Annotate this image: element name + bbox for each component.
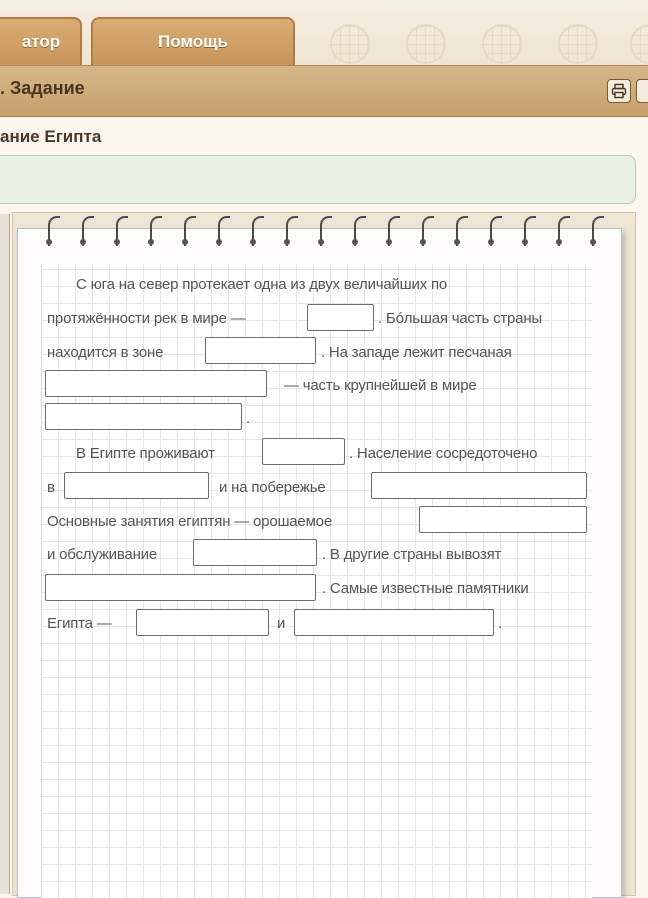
- service-input[interactable]: [193, 539, 317, 566]
- text-line: С юга на север протекает одна из двух величайших по: [76, 276, 448, 293]
- text-line: и на побережье: [219, 479, 326, 496]
- exercise-title: ание Египта: [0, 127, 102, 146]
- text-line: . Бóльшая часть страны: [378, 310, 542, 327]
- spiral-ring-icon: [116, 216, 128, 246]
- desert-input[interactable]: [45, 370, 267, 397]
- occupation-input[interactable]: [419, 506, 587, 533]
- population-input[interactable]: [262, 438, 345, 465]
- spiral-ring-icon: [48, 216, 60, 246]
- text-line: и обслуживание: [47, 546, 157, 563]
- tab-help-label: Помощь: [158, 32, 228, 51]
- text-line: Египта —: [47, 615, 112, 632]
- text-line: . Население сосредоточено: [349, 445, 538, 462]
- text-line: Основные занятия египтян — орошаемое: [47, 513, 332, 530]
- text-line: — часть крупнейшей в мире: [284, 377, 477, 394]
- text-line: протяжённости рек в мире —: [47, 310, 246, 327]
- river-input[interactable]: [307, 304, 374, 331]
- desert-part-input[interactable]: [45, 403, 242, 430]
- exports-input[interactable]: [45, 574, 316, 601]
- text-line: в: [47, 479, 55, 496]
- text-line: .: [498, 615, 502, 632]
- text-line: . Самые известные памятники: [322, 580, 529, 597]
- spiral-ring-icon: [150, 216, 162, 246]
- left-scrollbar[interactable]: [0, 214, 10, 894]
- text-line: В Египте проживают: [76, 445, 215, 462]
- monument1-input[interactable]: [136, 609, 269, 636]
- instruction-box: [0, 155, 636, 204]
- zone-input[interactable]: [205, 337, 316, 364]
- monument2-input[interactable]: [294, 609, 494, 636]
- tab-navigator[interactable]: [0, 17, 82, 65]
- coast-input[interactable]: [371, 472, 587, 499]
- spiral-ring-icon: [592, 216, 604, 246]
- text-line: находится в зоне: [47, 344, 164, 361]
- top-bar: [0, 0, 648, 66]
- spiral-ring-icon: [184, 216, 196, 246]
- concentrated-in-input[interactable]: [64, 472, 209, 499]
- spiral-ring-icon: [490, 216, 502, 246]
- printer-icon: [611, 83, 627, 99]
- tab-navigator-label: атор: [21, 32, 61, 51]
- header-action-button[interactable]: [636, 79, 648, 103]
- task-title: . Задание: [0, 78, 85, 98]
- spiral-ring-icon: [82, 216, 94, 246]
- tab-help[interactable]: [91, 17, 295, 65]
- notebook-spiral: [36, 216, 616, 250]
- text-line: . В другие страны вывозят: [322, 546, 502, 563]
- text-line: . На западе лежит песчаная: [321, 344, 512, 361]
- spiral-ring-icon: [388, 216, 400, 246]
- spiral-ring-icon: [456, 216, 468, 246]
- text-line: и: [277, 615, 286, 632]
- spiral-ring-icon: [320, 216, 332, 246]
- spiral-ring-icon: [286, 216, 298, 246]
- spiral-ring-icon: [524, 216, 536, 246]
- text-line: .: [246, 410, 250, 427]
- globe-decoration-icon: [482, 24, 522, 64]
- task-header: [0, 65, 648, 117]
- spiral-ring-icon: [422, 216, 434, 246]
- globe-decoration-icon: [330, 24, 370, 64]
- spiral-ring-icon: [252, 216, 264, 246]
- globe-decoration-icon: [630, 24, 648, 64]
- spiral-ring-icon: [558, 216, 570, 246]
- globe-decoration-icon: [406, 24, 446, 64]
- print-button[interactable]: [607, 79, 631, 103]
- globe-decoration-icon: [558, 24, 598, 64]
- spiral-ring-icon: [354, 216, 366, 246]
- spiral-ring-icon: [218, 216, 230, 246]
